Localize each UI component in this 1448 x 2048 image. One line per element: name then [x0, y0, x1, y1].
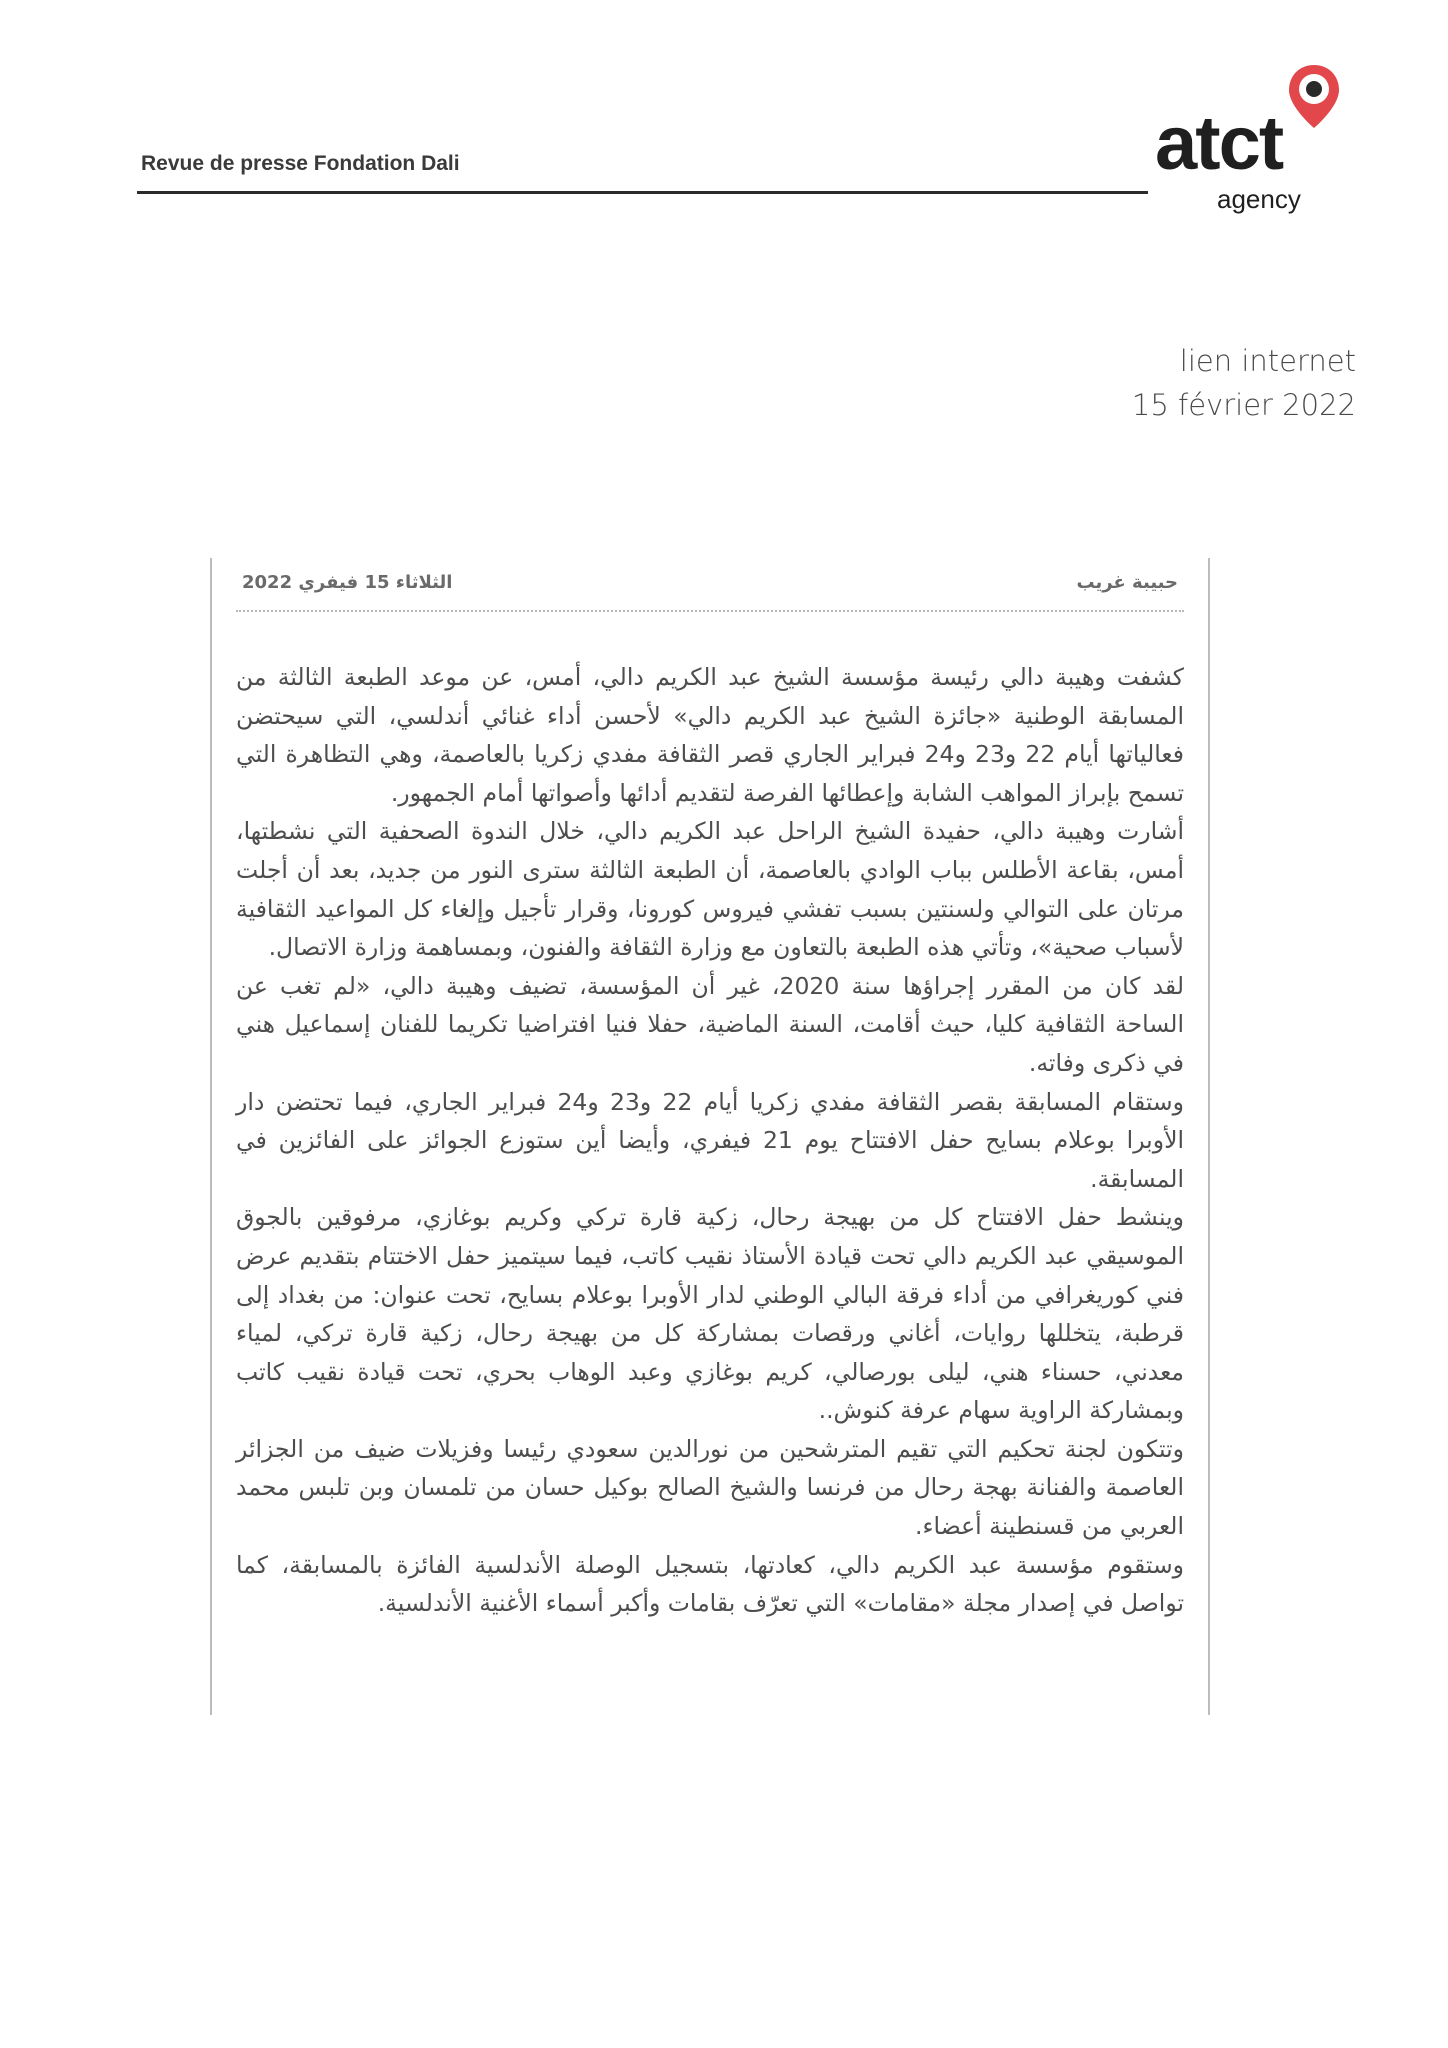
press-date: 15 février 2022	[1131, 388, 1356, 422]
press-meta	[1132, 339, 1356, 427]
link-label: lien internet	[1179, 344, 1356, 378]
atct-logo	[1155, 62, 1355, 222]
article-paragraph: وتتكون لجنة تحكيم التي تقيم المترشحين من نورالدين سعودي رئيسا وفزيلات ضيف من الجزائر العاصمة والفنانة بهجة رحال من فرنسا والشيخ الصالح بوكيل حسان من تلمسان وبن تلبس محمد العربي من قسنطينة أعضاء.	[236, 1434, 1184, 1541]
article-paragraph: وينشط حفل الافتتاح كل من بهيجة رحال، زكية قارة تركي وكريم بوغازي، مرفوقين بالجوق الموسيقي عبد الكريم دالي تحت قيادة الأستاذ نقيب كاتب، فيما سيتميز حفل الاختتام بتقديم عرض فني كوريغرافي من أداء فرقة البالي الوطني لدار الأوبرا بوعلام بسايح، تحت عنوان: من بغداد إلى قرطبة، يتخللها روايات، أغاني ورقصات بمشاركة كل من بهيجة رحال، زكية قارة تركي، لمياء معدني، حسناء هني، ليلى بورصالي، كريم بوغازي وعبد الوهاب بحري، تحت قيادة نقيب كاتب وبمشاركة الراوية سهام عرفة كنوش..	[236, 1203, 1184, 1425]
article-clipping	[210, 558, 1210, 1715]
article-body	[236, 658, 1184, 1623]
article-date: الثلاثاء 15 فيفري 2022	[242, 572, 453, 593]
logo-wordmark: atct	[1155, 101, 1283, 186]
article-paragraph: كشفت وهيبة دالي رئيسة مؤسسة الشيخ عبد الكريم دالي، أمس، عن موعد الطبعة الثالثة من المسابقة الوطنية «جائزة الشيخ عبد الكريم دالي» لأحسن أداء غنائي أندلسي، التي سيحتضن فعالياتها أيام 22 و23 و24 فبراير الجاري قصر الثقافة مفدي زكريا بالعاصمة، وهي التظاهرة التي تسمح بإبراز المواهب الشابة وإعطائها الفرصة لتقديم أدائها وأصواتها أمام الجمهور.	[236, 663, 1184, 807]
header-title: Revue de presse Fondation Dali	[141, 152, 460, 175]
location-pin-icon	[1285, 62, 1343, 132]
article-paragraph: وستقام المسابقة بقصر الثقافة مفدي زكريا أيام 22 و23 و24 فبراير الجاري، فيما تحتضن دار الأوبرا بوعلام بسايح حفل الافتتاح يوم 21 فيفري، وأيضا أين ستوزع الجوائز على الفائزين في المسابقة.	[236, 1087, 1184, 1193]
article-author: حبيبة غريب	[1076, 572, 1178, 593]
article-paragraph: أشارت وهيبة دالي، حفيدة الشيخ الراحل عبد الكريم دالي، خلال الندوة الصحفية التي نشطتها، أمس، بقاعة الأطلس بباب الوادي بالعاصمة، أن الطبعة الثالثة سترى النور من جديد، بعد أن أجلت مرتان على التوالي ولسنتين بسبب تفشي فيروس كورونا، وقرار تأجيل وإلغاء كل المواعيد الثقافية لأسباب صحية»، وتأتي هذه الطبعة بالتعاون مع وزارة الثقافة والفنون، وبمساهمة وزارة الاتصال.	[236, 817, 1184, 962]
header-divider	[137, 191, 1148, 194]
article-header	[236, 570, 1184, 612]
logo-subtitle: agency	[1217, 184, 1301, 214]
article-paragraph: وستقوم مؤسسة عبد الكريم دالي، كعادتها، بتسجيل الوصلة الأندلسية الفائزة بالمسابقة، كما تواصل في إصدار مجلة «مقامات» التي تعرّف بقامات وأكبر أسماء الأغنية الأندلسية.	[236, 1550, 1184, 1618]
article-paragraph: لقد كان من المقرر إجراؤها سنة 2020، غير أن المؤسسة، تضيف وهيبة دالي، «لم تغب عن الساحة الثقافية كليا، حيث أقامت، السنة الماضية، حفلا فنيا افتراضيا تكريما للفنان إسماعيل هني في ذكرى وفاته.	[236, 971, 1184, 1077]
